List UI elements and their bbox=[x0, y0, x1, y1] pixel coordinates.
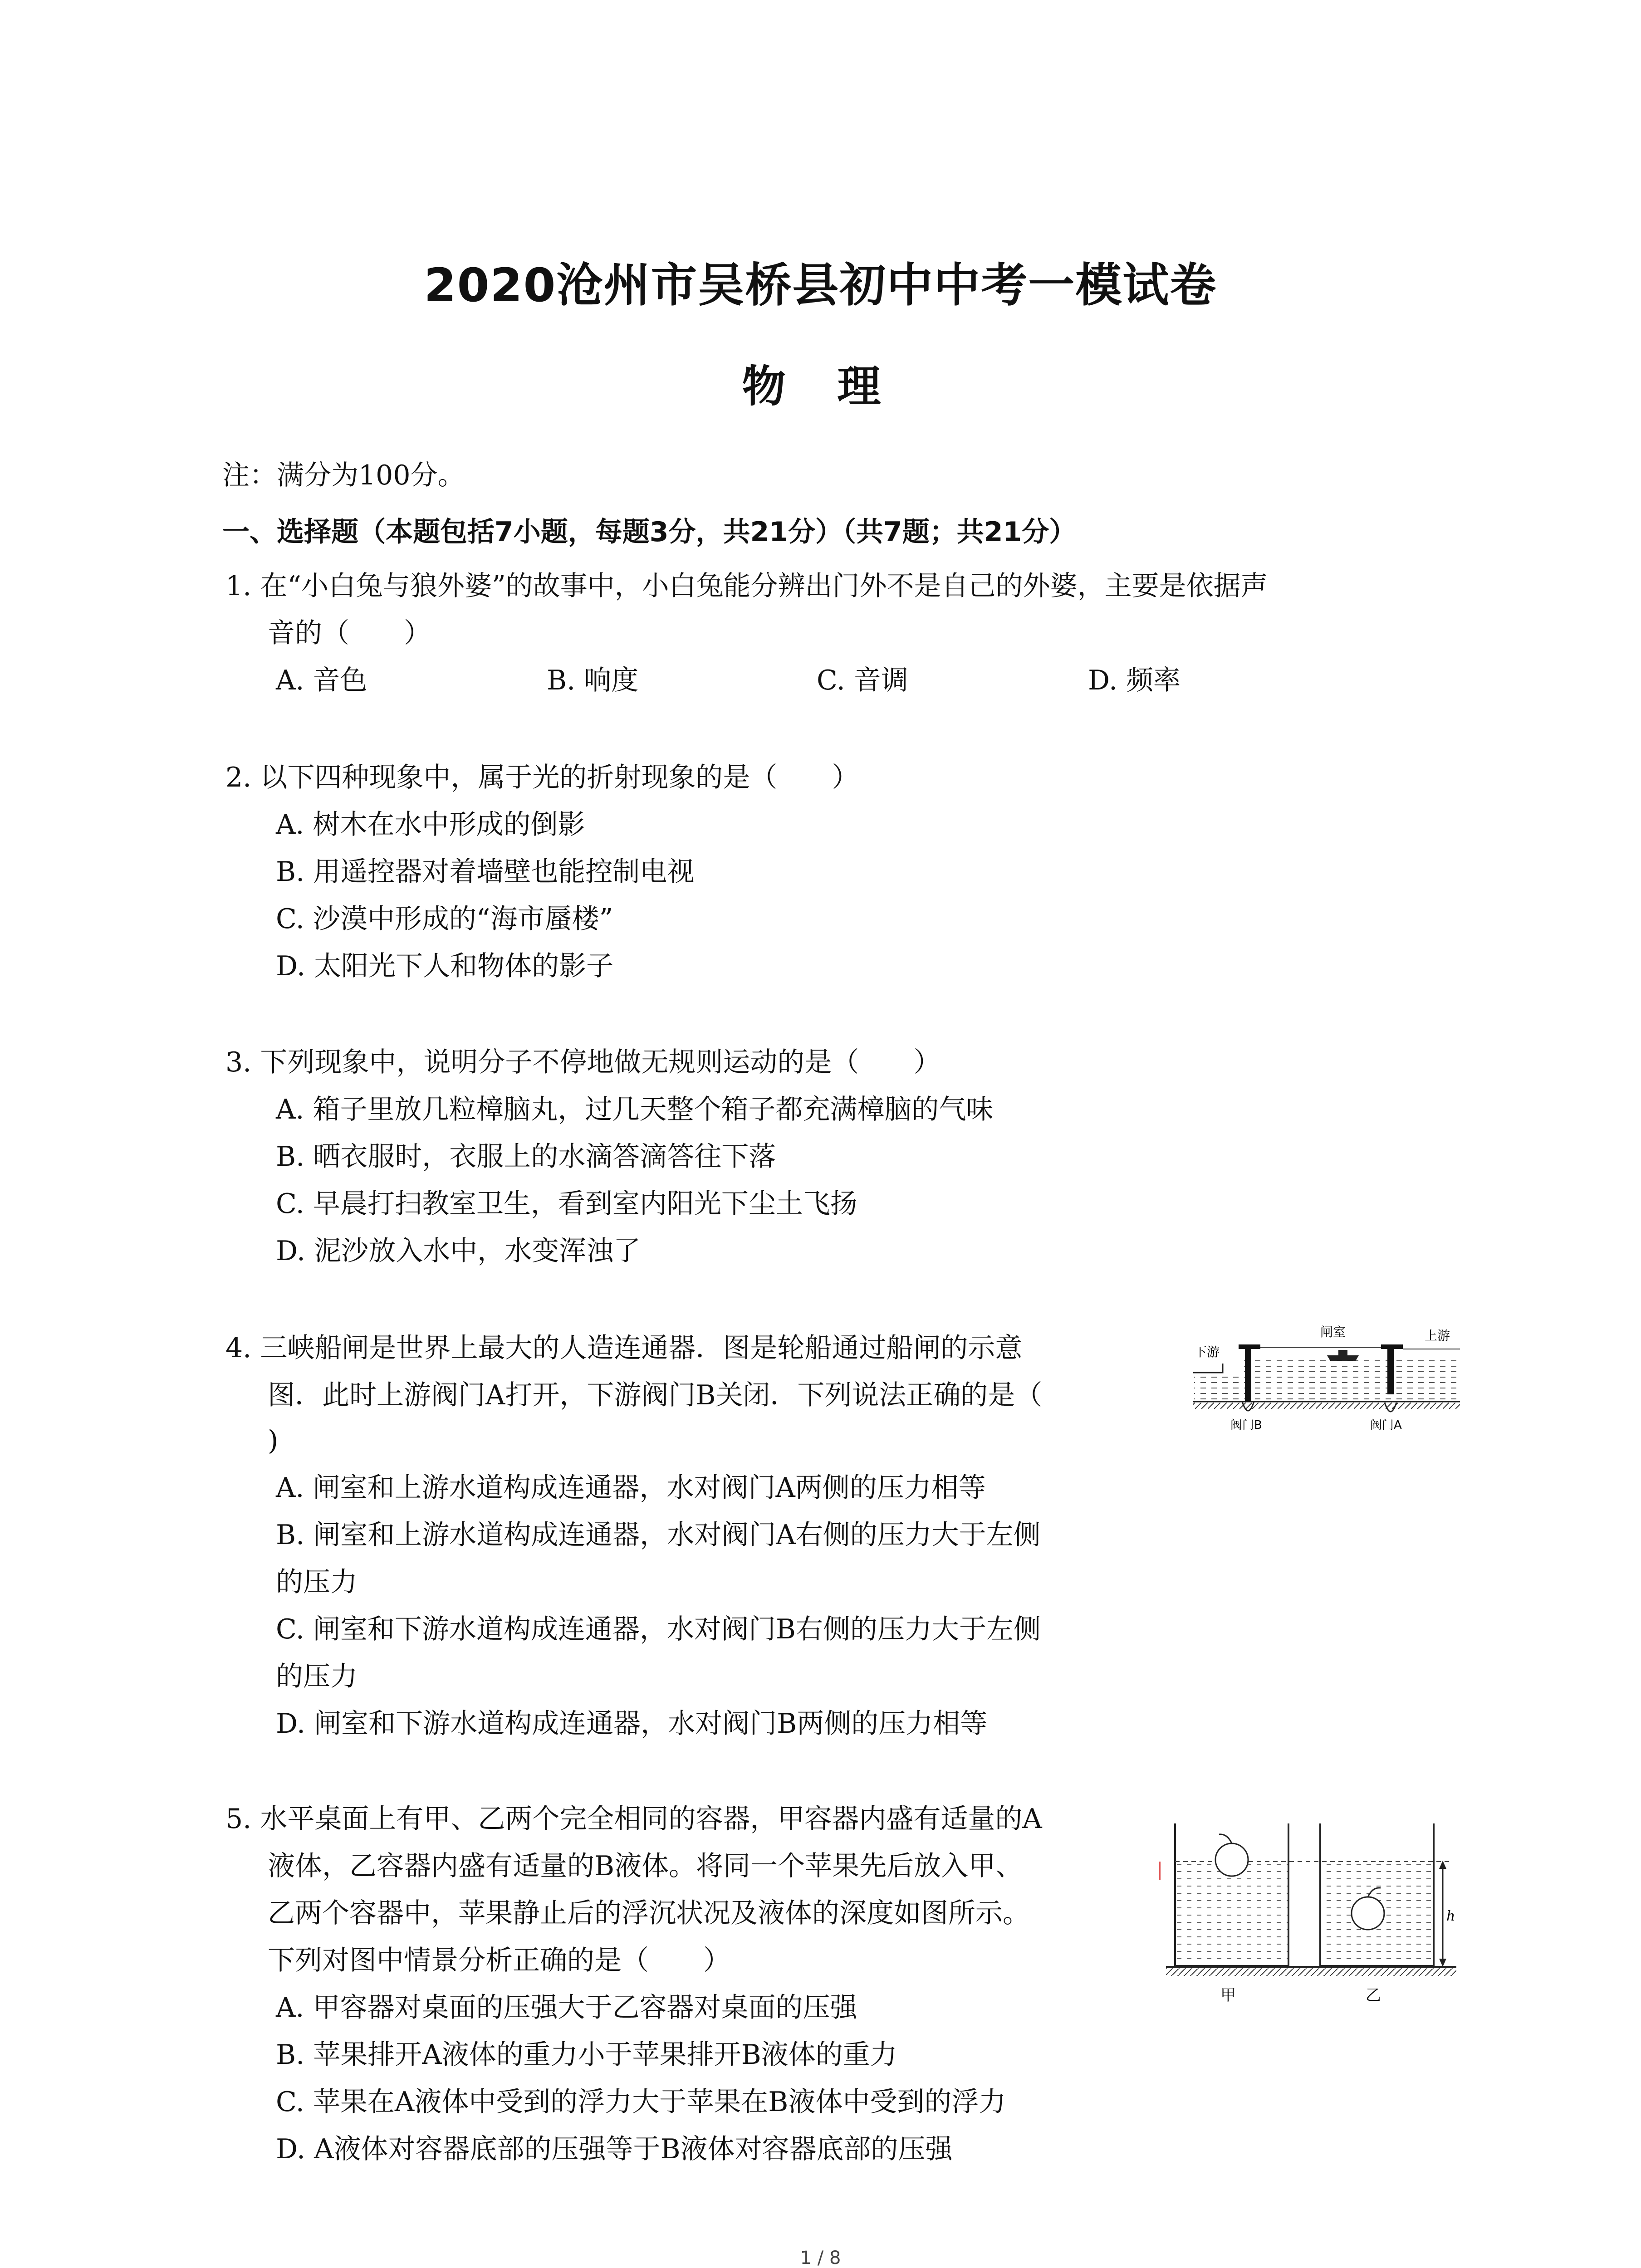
q4-option-c: C. 闸室和下游水道构成连通器，水对阀门B右侧的压力大于左侧 bbox=[276, 1613, 1041, 1645]
q1-option-c: C. 音调 bbox=[817, 665, 908, 696]
q5-stem-line-4: 下列对图中情景分析正确的是（ ） bbox=[268, 1945, 730, 1976]
q4-stem-line-2: 图．此时上游阀门A打开，下游阀门B关闭．下列说法正确的是（ bbox=[268, 1379, 1043, 1411]
q4-option-a: A. 闸室和上游水道构成连通器，水对阀门A两侧的压力相等 bbox=[276, 1472, 986, 1504]
exam-title: 2020沧州市吴桥县初中中考一模试卷 bbox=[424, 259, 1217, 313]
q3-option-d: D. 泥沙放入水中，水变浑浊了 bbox=[276, 1235, 641, 1267]
q4-option-b-cont: 的压力 bbox=[276, 1566, 358, 1598]
label-upstream: 上游 bbox=[1425, 1328, 1450, 1343]
label-yi: 乙 bbox=[1366, 1986, 1381, 2004]
label-chamber: 闸室 bbox=[1320, 1325, 1346, 1339]
q4-option-d: D. 闸室和下游水道构成连通器，水对阀门B两侧的压力相等 bbox=[276, 1708, 988, 1740]
q4-stem-line-1: 4. 三峡船闸是世界上最大的人造连通器．图是轮船通过船闸的示意 bbox=[225, 1332, 1023, 1364]
q3-option-a: A. 箱子里放几粒樟脑丸，过几天整个箱子都充满樟脑的气味 bbox=[276, 1094, 994, 1125]
q5-stem-line-3: 乙两个容器中，苹果静止后的浮沉状况及液体的深度如图所示。 bbox=[268, 1897, 1030, 1929]
ship-lock-figure bbox=[1189, 1320, 1461, 1438]
q5-option-a: A. 甲容器对桌面的压强大于乙容器对桌面的压强 bbox=[276, 1992, 857, 2024]
q2-option-d: D. 太阳光下人和物体的影子 bbox=[276, 950, 614, 982]
q5-stem-line-2: 液体，乙容器内盛有适量的B液体。将同一个苹果先后放入甲、 bbox=[268, 1850, 1023, 1882]
q3-option-c: C. 早晨打扫教室卫生，看到室内阳光下尘土飞扬 bbox=[276, 1188, 857, 1220]
q2-option-b: B. 用遥控器对着墙壁也能控制电视 bbox=[276, 856, 695, 888]
section-title: 一、选择题（本题包括7小题，每题3分，共21分）（共7题；共21分） bbox=[222, 516, 1077, 548]
q5-stem-line-1: 5. 水平桌面上有甲、乙两个完全相同的容器，甲容器内盛有适量的A bbox=[225, 1803, 1042, 1835]
q2-stem: 2. 以下四种现象中，属于光的折射现象的是（ ） bbox=[225, 762, 859, 793]
q5-option-b: B. 苹果排开A液体的重力小于苹果排开B液体的重力 bbox=[276, 2039, 897, 2071]
label-downstream: 下游 bbox=[1194, 1344, 1220, 1359]
q3-option-b: B. 晒衣服时，衣服上的水滴答滴答往下落 bbox=[276, 1141, 776, 1173]
q3-stem: 3. 下列现象中，说明分子不停地做无规则运动的是（ ） bbox=[225, 1046, 941, 1078]
q1-stem-line-1: 1. 在“小白兔与狼外婆”的故事中，小白兔能分辨出门外不是自己的外婆，主要是依据声 bbox=[225, 570, 1268, 602]
q1-option-a: A. 音色 bbox=[276, 665, 367, 696]
page-number: 1 / 8 bbox=[800, 2248, 841, 2268]
red-mark bbox=[1159, 1862, 1161, 1880]
label-jia: 甲 bbox=[1220, 1986, 1236, 2004]
q2-option-c: C. 沙漠中形成的“海市蜃楼” bbox=[276, 903, 613, 935]
q4-option-c-cont: 的压力 bbox=[276, 1661, 358, 1692]
label-h: h bbox=[1446, 1908, 1455, 1924]
q4-stem-line-3: ) bbox=[268, 1425, 279, 1457]
containers-figure bbox=[1166, 1810, 1456, 2014]
q5-option-d: D. A液体对容器底部的压强等于B液体对容器底部的压强 bbox=[276, 2133, 953, 2165]
q4-option-b: B. 闸室和上游水道构成连通器，水对阀门A右侧的压力大于左侧 bbox=[276, 1519, 1041, 1551]
label-valve-a: 阀门A bbox=[1370, 1418, 1402, 1432]
q5-option-c: C. 苹果在A液体中受到的浮力大于苹果在B液体中受到的浮力 bbox=[276, 2086, 1006, 2118]
q1-option-b: B. 响度 bbox=[547, 665, 639, 696]
q1-option-d: D. 频率 bbox=[1088, 665, 1181, 696]
score-note: 注：满分为100分。 bbox=[222, 459, 465, 491]
q1-stem-line-2: 音的（ ） bbox=[268, 617, 431, 649]
label-valve-b: 阀门B bbox=[1230, 1418, 1262, 1432]
subject-title: 物 理 bbox=[742, 361, 899, 412]
q2-option-a: A. 树木在水中形成的倒影 bbox=[276, 809, 585, 841]
